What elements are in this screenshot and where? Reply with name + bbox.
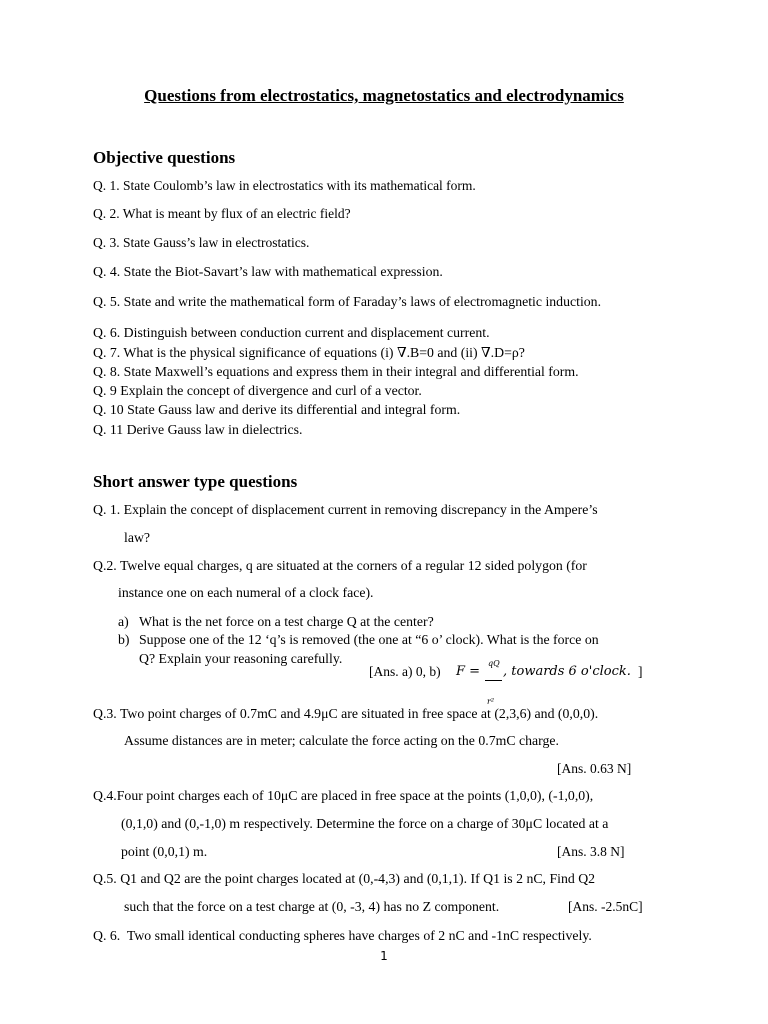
short-q2-b-line1: Suppose one of the 12 ‘q’s is removed (the one at “6 o’ clock). What is the force on — [139, 632, 599, 647]
short-q5-answer: [Ans. -2.5nC] — [568, 899, 643, 914]
objective-question-10: Q. 10 State Gauss law and derive its differential and integral form. — [93, 402, 461, 417]
objective-question-11: Q. 11 Derive Gauss law in dielectrics. — [93, 422, 303, 437]
short-q3-answer: [Ans. 0.63 N] — [557, 761, 632, 776]
short-q6-line1: Q. 6. Two small identical conducting spheres have charges of 2 nC and -1nC respectively. — [93, 928, 592, 943]
page-number: 1 — [380, 949, 388, 963]
short-q2-b-label: b) — [118, 632, 130, 647]
short-q2-formula-numerator: qQ — [488, 659, 500, 668]
short-q2-formula-rhs: , towards 6 o'clock. — [503, 664, 631, 679]
short-q5-line1: Q.5. Q1 and Q2 are the point charges located at (0,-4,3) and (0,1,1). If Q1 is 2 nC, Find Q2 — [93, 871, 596, 886]
short-q4-answer: [Ans. 3.8 N] — [557, 844, 625, 859]
objective-question-9: Q. 9 Explain the concept of divergence and curl of a vector. — [93, 383, 422, 398]
short-q2-answer-suffix: ] — [638, 664, 643, 679]
page-title: Questions from electrostatics, magnetostatics and electrodynamics — [144, 86, 624, 105]
short-q2-formula-denominator: r² — [487, 697, 495, 706]
short-q2-line2: instance one on each numeral of a clock face). — [118, 585, 374, 600]
short-q2-line1: Q.2. Twelve equal charges, q are situated at the corners of a regular 12 sided polygon (for — [93, 558, 587, 573]
objective-question-8: Q. 8. State Maxwell’s equations and express them in their integral and differential form. — [93, 364, 579, 379]
objective-question-3: Q. 3. State Gauss’s law in electrostatics. — [93, 235, 310, 250]
short-q1-line1: Q. 1. Explain the concept of displacement current in removing discrepancy in the Ampere’s — [93, 502, 598, 517]
short-q1-line2: law? — [124, 530, 151, 545]
objective-question-5: Q. 5. State and write the mathematical form of Faraday’s laws of electromagnetic induction. — [93, 294, 602, 309]
short-answer-heading: Short answer type questions — [93, 472, 298, 491]
short-q4-line3: point (0,0,1) m. — [121, 844, 208, 859]
short-q2-formula-lhs: F = — [456, 664, 481, 679]
short-q4-line1: Q.4.Four point charges each of 10μC are placed in free space at the points (1,0,0), (-1,0,0), — [93, 788, 594, 803]
objective-question-4: Q. 4. State the Biot-Savart’s law with mathematical expression. — [93, 264, 443, 279]
short-q5-line2: such that the force on a test charge at (0, -3, 4) has no Z component. — [124, 899, 500, 914]
short-q2-fraction-bar — [485, 680, 502, 681]
short-q2-a-label: a) — [118, 614, 129, 629]
short-q2-a-text: What is the net force on a test charge Q at the center? — [139, 614, 434, 629]
short-q2-b-line2: Q? Explain your reasoning carefully. — [139, 651, 343, 666]
short-q4-line2: (0,1,0) and (0,-1,0) m respectively. Determine the force on a charge of 30μC located at a — [121, 816, 609, 831]
short-q3-line2: Assume distances are in meter; calculate the force acting on the 0.7mC charge. — [124, 733, 559, 748]
objective-heading: Objective questions — [93, 148, 236, 167]
short-q2-answer-prefix: [Ans. a) 0, b) — [369, 664, 441, 679]
short-q3-line1: Q.3. Two point charges of 0.7mC and 4.9μC are situated in free space at (2,3,6) and (0,0,0). — [93, 706, 599, 721]
objective-question-6: Q. 6. Distinguish between conduction current and displacement current. — [93, 325, 490, 340]
objective-question-1: Q. 1. State Coulomb’s law in electrostatics with its mathematical form. — [93, 178, 476, 193]
objective-question-7: Q. 7. What is the physical significance of equations (i) ∇.B=0 and (ii) ∇.D=ρ? — [93, 345, 525, 360]
objective-question-2: Q. 2. What is meant by flux of an electric field? — [93, 206, 351, 221]
